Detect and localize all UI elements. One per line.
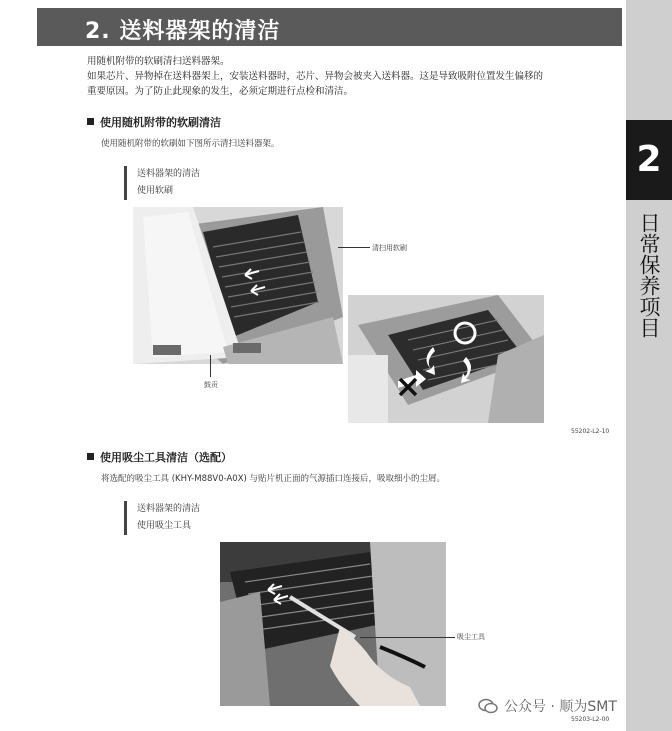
intro-line-2: 如果芯片、异物掉在送料器架上，安装送料器时，芯片、异物会被夹入送料器。这是导致吸附位置发生偏移的	[87, 71, 544, 82]
intro-paragraph	[87, 54, 607, 99]
photo-vacuum-cleaning	[220, 542, 446, 706]
section2-caption	[124, 501, 200, 535]
callout-line-brush	[338, 247, 370, 248]
chapter-title: 日常保养项目	[637, 212, 661, 338]
section1-desc: 使用随机附带的软刷如下图所示清扫送料器架。	[101, 139, 280, 149]
figure-id-1: 55202-L2-10	[571, 428, 610, 435]
figure-id-2: 55203-L2-00	[571, 716, 610, 723]
watermark-text: 公众号 · 顺为SMT	[504, 699, 617, 715]
section1-caption	[124, 166, 200, 200]
section2-desc: 将选配的吸尘工具 (KHY-M88V0-A0X) 与贴片机正面的气源插口连接后，吸取细小的尘屑。	[101, 474, 446, 484]
section2-caption-sub: 使用吸尘工具	[137, 521, 192, 531]
callout-brush-label: 清扫用软刷	[372, 244, 407, 252]
callout-bottom-label: 鼓贡	[204, 381, 218, 389]
watermark	[478, 696, 617, 716]
bullet-square-icon	[87, 118, 94, 125]
section2-heading	[87, 449, 232, 465]
page-title: 2. 送料器架的清洁	[85, 19, 281, 44]
intro-line-3: 重要原因。为了防止此现象的发生，必须定期进行点检和清洁。	[87, 86, 354, 97]
wechat-icon	[478, 698, 498, 714]
photo-brush-direction	[348, 295, 544, 423]
callout-vacuum-label: 吸尘工具	[457, 633, 485, 641]
side-tab	[626, 0, 672, 731]
chapter-number: 2	[626, 120, 672, 200]
section1-heading	[87, 114, 221, 130]
bullet-square-icon	[87, 453, 94, 460]
callout-line-vacuum	[360, 637, 455, 638]
section2-caption-title: 送料器架的清洁	[137, 504, 201, 514]
section1-caption-sub: 使用软刷	[137, 186, 174, 196]
intro-line-1: 用随机附带的软刷清扫送料器架。	[87, 56, 230, 67]
section1-heading-text: 使用随机附带的软刷清洁	[100, 116, 221, 129]
section1-caption-title: 送料器架的清洁	[137, 169, 201, 179]
photo-brush-cleaning	[133, 207, 343, 364]
callout-line-bottom	[210, 355, 211, 377]
section2-heading-text: 使用吸尘工具清洁（选配）	[100, 451, 232, 464]
title-bar	[37, 8, 622, 46]
